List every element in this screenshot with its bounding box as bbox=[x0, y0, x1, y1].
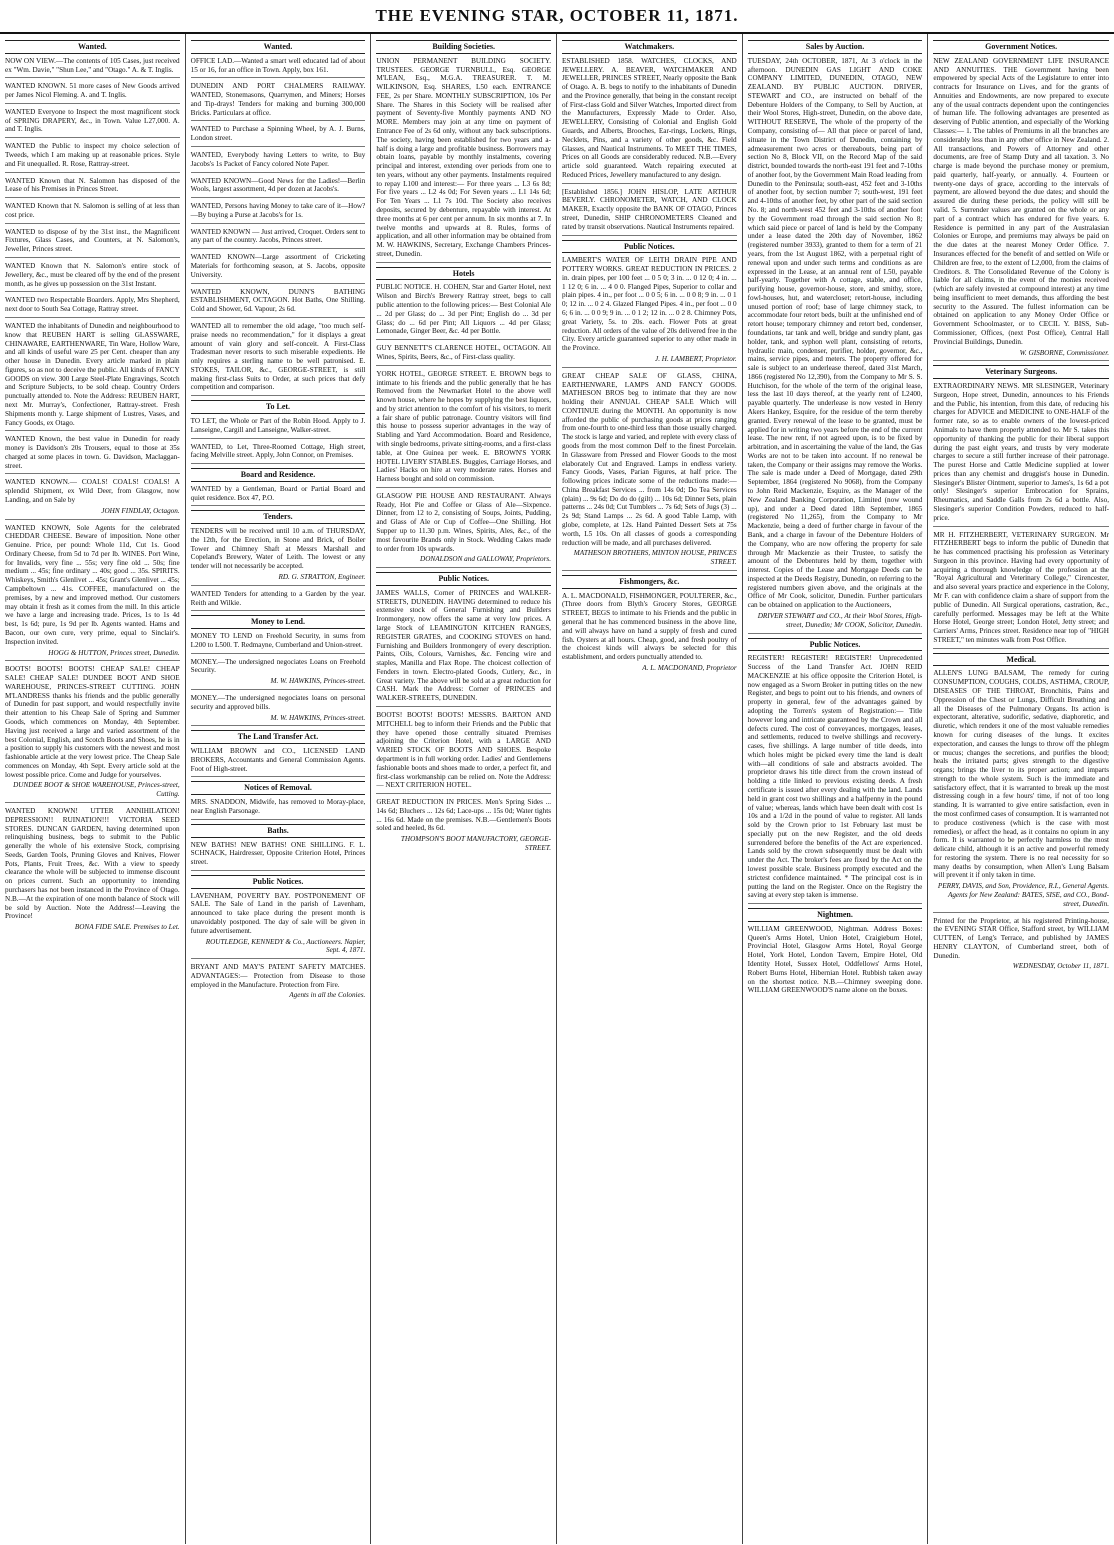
advertisement bbox=[5, 524, 180, 662]
advertisement-signature: WEDNESDAY, October 11, 1871. bbox=[1012, 962, 1109, 971]
advertisement-text: Printed for the Proprietor, at his registered Printing-house, the EVENING STAR Office, Stafford street, by WILLIAM CUTTEN, of Leng's Terrace, and published by JAMES HENRY CLAYTON, of Cumberland street, both of Dunedin. bbox=[933, 916, 1109, 960]
advertisement-text: A. L. MACDONALD, FISHMONGER, POULTERER, &c., (Three doors from Blyth's Grocery Stores, GEORGE STREET, BEGS to intimate to his Friends and the public in general that he has commenced business in the above line, and will always have on hand a supply of fresh and cured fish. Oysters at all hours. Cheap, good, and fresh poultry of the choicest kinds will always be selected for this establishment, and orders punctually attended to. bbox=[562, 591, 737, 662]
advertisement-text: PUBLIC NOTICE. H. COHEN, Star and Garter Hotel, next Wilson and Birch's Brewery Rattray street, begs to call public attention to the following prices:— Best Colonial Ale ... 2d per Glass; do ... 3d per Pint; English do ... 3d per Glass; do ... 6d per Pint; All Liquors ... 4d per Glass; Lemonade, Ginger Beer, &c. 4d per Bottle. bbox=[376, 283, 551, 336]
advertisement-text: WANTED Tenders for attending to a Garden by the year. Reith and Wilkie. bbox=[190, 589, 366, 607]
advertisement-text: WANTED the Public to inspect my choice selection of Tweeds, which I am making up at reasonable prices. Style and Fit unequalled. R. Rose, Rattray-street. bbox=[5, 142, 180, 168]
advertisement bbox=[191, 177, 366, 199]
section-heading: Public Notices. bbox=[376, 572, 551, 586]
advertisement-signature: DUNDEE BOOT & SHOE WAREHOUSE, Princes-street, Cutting. bbox=[13, 781, 180, 799]
advertisement bbox=[191, 288, 366, 318]
advertisement-text: WANTED, Everybody having Letters to write, to Buy Jacobs's 1s Packet of Fancy colored Note Paper. bbox=[190, 151, 366, 168]
advertisement-text: BOOTS! BOOTS! BOOTS! CHEAP SALE! CHEAP SALE! CHEAP SALE! DUNDEE BOOT AND SHOE WAREHOUSE, PRINCES-STREET CUTTING. JOHN M'LANDRESS thanks his friends and the public generally of Dunedin for past support, and would respectfully invite their attention to his Cheap Sale of Spring and Summer Goods, which commences on Monday, 4th September. Having just received a large and varied assortment of the best Colonial, English, and Scotch Boots and Shoes, he is in a position to supply his customers with the newest and most fashionable article at the very lowest price. The Cheap Sale commences on Monday, 4th Sept. Every article sold at the lowest possible price. Come and Judge for yourselves. bbox=[5, 665, 180, 779]
advertisement-text: LAVENHAM, POVERTY BAY. POSTPONEMENT OF SALE. The Sale of Land in the parish of Lavenham, announced to take place during the present month is unavoidably postponed. The day of sale will be given in future advertisement. bbox=[190, 891, 366, 935]
advertisement bbox=[5, 108, 180, 138]
advertisement bbox=[376, 57, 551, 263]
section-heading: Medical. bbox=[933, 653, 1109, 667]
advertisement bbox=[562, 256, 737, 367]
advertisement-text: NEW ZEALAND GOVERNMENT LIFE INSURANCE AND ANNUITIES. THE Government having been empowered by special Acts of the Legislature to enter into contracts for Insurance on Lives, and for the grants of Annuities and Endowments, are now prepared to execute any of the usual contracts dependent upon the contingencies of human life. The following advantages are presented as deserving of Public attention, and especially of the Working Classes:— 1. The tables of Premiums in all the branches are considerably less than in any other office in New Zealand. 2. All transactions, and Powers of Attorney and other documents, are free of Stamp Duty and all taxation. 3. No charge is made beyond the purchase money or premium, paid quarterly, half-yearly, or annually. 4. Fourteen or twenty-one days of grace, according to the intervals of payment, are allowed beyond the due dates; and should the assured die during these periods, the policy will still be valid. 5. Surrender values are granted on the whole or any part of a contract which has endured for five years. 6. Residence is permitted in any part of the Australasian Colonies or Europe, and premiums may always be paid on the due dates at the nearest Money Order Office. 7. Insurances effected for the benefit of and settled on Wife or Children are free, to the extent of L2,000, from the claims of Creditors. 8. The Consolidated Revenue of the Colony is liable for all claims, in the event of the monies received (which are safely invested at compound interest) at any time being insufficient to meet demands, thus affording the best security to the Assured. The fullest information can be obtained on application to any Money Order Office or Government Schoolmaster, or to CECIL Y. BISS, Sub-Commissioner, Offices, (next Post Office), Central Hall Provincial Buildings, Dunedin. bbox=[933, 56, 1109, 346]
section-heading: Fishmongers, &c. bbox=[562, 575, 737, 589]
advertisement bbox=[5, 262, 180, 292]
advertisement-text: ESTABLISHED 1858. WATCHES, CLOCKS, AND JEWELLERY. A. BEAVER, WATCHMAKER AND JEWELLER, PRINCES STREET, Nearly opposite the Bank of Otago. A. B. begs to notify to the inhabitants of Dunedin and the Province generally, that being in the constant receipt of First-class Gold and Silver Watches, Imported direct from the Manufacturers, Expressly Made to Order. Also, JEWELLERY, Consisting of Colonial and English Gold Guards, and Alberts, Brooches, Ear-rings, Lockets, Rings, Necklets, Pins, and a variety of other goods, &c. Field Glasses, and Nautical Instruments. To MEET THE TIMES, Prices on all Goods are considerably reduced. N.B.—Every article sold guaranteed. Watch repairing executed at Reduced Prices, Jewellery manufactured to any design. bbox=[562, 56, 737, 179]
advertisement bbox=[191, 151, 366, 173]
section-heading: Public Notices. bbox=[562, 240, 737, 254]
advertisement-text: WANTED Known that N. Salomon is selling of at less than cost price. bbox=[5, 202, 180, 219]
advertisement-text: TO LET, the Whole or Part of the Robin Hood. Apply to J. Lanseigne, Cargill and Lanseigne, Walker-street. bbox=[190, 416, 366, 434]
advertisement-text: WANTED Everyone to Inspect the most magnificent stock of SPRING DRAPERY, &c., in Town. Value L27,000. A. and T. Inglis. bbox=[5, 107, 180, 134]
advertisement-signature: DONALDSON and GALLOWAY, Proprietors. bbox=[420, 555, 551, 564]
section-heading: Money to Lend. bbox=[191, 615, 366, 629]
advertisement-text: WILLIAM BROWN and CO., LICENSED LAND BROKERS, Accountants and General Commission Agents. Foot of High-street. bbox=[190, 747, 366, 773]
advertisement bbox=[5, 82, 180, 104]
advertisement bbox=[191, 963, 366, 1003]
advertisement-signature: Agents in all the Colonies. bbox=[289, 991, 366, 1000]
advertisement bbox=[191, 57, 366, 79]
advertisement bbox=[5, 322, 180, 431]
advertisement-text: WANTED KNOWN — Just arrived, Croquet. Orders sent to any part of the country. Jacobs, Princes street. bbox=[190, 227, 366, 245]
advertisement-text: MONEY.—The undersigned negociates loans on personal security and approved bills. bbox=[190, 694, 366, 711]
advertisement-text: ALLEN'S LUNG BALSAM, The remedy for curing CONSUMPTION, COUGHS, COLDS, ASTHMA, CROUP, DISEASES OF THE THROAT, Bronchitis, Pains and Oppression of the Chest or Lungs, Difficult Breathing and all the Diseases of the Pulmonary Organs. Its action is expectorant, alterative, sudorific, sedative, diaphoretic, and diuretic, which renders it one of the most valuable remedies known for curing diseases of the lungs. It excites expectoration, and causes the lungs to throw off the phlegm or mucus; changes the secretions, and purifies the blood; heals the irritated parts; gives strength to the digestive organs; brings the liver to its proper action; and imparts strength to the whole system. Such is the immediate and satisfactory effect, that it is warranted to break up the most distressing cough in a few hours' time, if not of too long standing. It is warranted to give entire satisfaction, even in the most confirmed cases of consumption. It is warranted not to produce costiveness (which is the case with most remedies), or affect the head, as it contains no opium in any form. It is warranted to be perfectly harmless to the most delicate child, although it is an active and powerful remedy for restoring the system. There is no real necessity for so many deaths by consumption, when Allen's Lung Balsam will prevent it if only taken in time. bbox=[933, 669, 1109, 880]
advertisement bbox=[562, 57, 737, 184]
advertisement-text: LAMBERT'S WATER OF LEITH DRAIN PIPE AND POTTERY WORKS. GREAT REDUCTION IN PRICES. 2 in. drain pipes, per 100 feet ... 0 5 0; 3 in. ... 0 12 0; 4 in. ... 1 12 0; 6 in. ... 4 0 0. Flanged Pipes, Superior to collar and plain pipes. 4 in., per foot ... 0 0 5; 6 in. ... 0 0 8; 9 in. ... 0 1 0; 12 in. ... 0 2 4. Glazed Flanged Pipes. 4 in., per foot ... 0 0 6; 6 in. ... 0 0 9; 9 in. ... 0 1 2; 12 in. ... 0 2 8. Chimney Pots, great Variety, 5s. to 20s. each. Flower Pots at great reduction. All orders of the value of 20s delivered free in the City. Every article guaranteed superior to any other made in the Province. bbox=[562, 256, 737, 353]
advertisement-signature: BONA FIDE SALE. Premises to Let. bbox=[74, 923, 180, 932]
newspaper-masthead: THE EVENING STAR, OCTOBER 11, 1871. bbox=[0, 0, 1114, 34]
section-heading: Baths. bbox=[191, 824, 366, 838]
section-heading: Board and Residence. bbox=[191, 468, 366, 482]
advertisement-text: WANTED all to remember the old adage, "too much self-praise needs no recommendation," for it displays a great amount of vain glory and self-conceit. A First-Class Tradesman never resorts to such miserable expedients. He only requires a sterling name to be well patronised. E. STOKES, TAILOR, &c., GEORGE-STREET, is still making first-class Suits to Order, at such prices that defy competition and comparison. bbox=[190, 321, 366, 392]
section-heading: Veterinary Surgeons. bbox=[933, 365, 1109, 379]
advertisement-text: [Established 1856.] JOHN HISLOP, LATE ARTHUR BEVERLY. CHRONOMETER, WATCH, AND CLOCK MAKER, Exactly opposite the BANK OF OTAGO, Princes street, Dunedin, SHIP CHRONOMETERS Cleaned and rated by transit observations. Nautical Instruments repaired. bbox=[562, 187, 737, 231]
advertisement-signature: MATHESON BROTHERS, MINTON HOUSE, PRINCES STREET. bbox=[573, 549, 737, 567]
advertisement-text: MRS. SNADDON, Midwife, has removed to Moray-place, near English Parsonage. bbox=[190, 798, 366, 815]
advertisement-text: WANTED KNOWN.— COALS! COALS! COALS! A splendid Shipment, ex Wild Deer, from Glasgow, now Landing, and on Sale by bbox=[5, 478, 180, 504]
advertisement-text: WANTED by a Gentleman, Board or Partial Board and quiet residence. Box 47, P.O. bbox=[190, 484, 366, 502]
advertisement-signature: JOHN FINDLAY, Octagon. bbox=[101, 506, 180, 515]
advertisement-signature: W. GISBORNE, Commissioner. bbox=[1019, 348, 1109, 357]
advertisement bbox=[191, 82, 366, 121]
advertisement-text: WANTED KNOWN—Large assortment of Cricketing Materials for forthcoming season, at S. Jacobs, opposite University. bbox=[190, 253, 366, 279]
advertisement-text: NOW ON VIEW.—The contents of 105 Cases, just received ex "Wm. Davie," "Shun Lee," and "Otago." A. & T. Inglis. bbox=[5, 56, 180, 74]
advertisement-text: GREAT CHEAP SALE OF GLASS, CHINA, EARTHENWARE, LAMPS AND FANCY GOODS. MATHESON BROS beg to intimate that they are now holding their ANNUAL CHEAP SALE Which will CONTINUE during the MONTH. An opportunity is now afforded the public of purchasing goods at prices ranging from one-fourth to one-third less than those usually charged. The stock is large and varied, and replete with every class of goods from the most common Delf to the finest Porcelain. In Glassware from Pressed and Flower Goods to the most elaborately Cut and Engraved. Lamps in endless variety. Fancy Goods, Vases, Parian Figures, at half price. The following prices indicate some of the reductions made:— China Breakfast Services ... from 14s 0d; Do Tea Services (plain) ... 9s 6d; Do do do (gilt) ... 10s 6d; Dinner Sets, plain patterns ... 24s 0d; Cut Tumblers ... 7s 6d; Sets of Jugs (3) ... 2s 9d; Stand Lamps ... 2s 6d. A good Table Lamp, with globe, complete, at 12s. Hand Painted Dessert Sets at 75s worth, L5 10s. On all classes of goods a corresponding reduction will be made, and all purchases delivered. bbox=[562, 371, 737, 547]
advertisement bbox=[5, 807, 180, 935]
advertisement bbox=[376, 589, 551, 707]
advertisement bbox=[191, 590, 366, 612]
section-heading: Hotels bbox=[376, 267, 551, 281]
advertisement-text: GREAT REDUCTION IN PRICES. Men's Spring Sides ... 14s 6d; Bluchers ... 12s 6d; Lace-ups ... 15s 0d; Water tights ... 16s 6d. Made on the premises. N.B.—Gentlemen's Boots soled and heeled, 8s 6d. bbox=[376, 798, 551, 833]
advertisement-text: WILLIAM GREENWOOD, Nightman. Address Boxes: Queen's Arms Hotel, Union Hotel, Craigieburn Hotel, Provincial Hotel, Glasgow Arms Hotel, Royal George Hotel, York Hotel, London Tavern, Empire Hotel, Old Identity Hotel, Sussex Hotel, Oddfellows' Arms Hotel, Robert Burns Hotel, Hibernian Hotel. Rubbish taken away on the shortest notice. N.B.—Chimney sweeping done. WILLIAM GREENWOOD'S name alone on the boxes. bbox=[747, 924, 923, 995]
advertisement bbox=[5, 435, 180, 474]
advertisement bbox=[191, 228, 366, 250]
advertisement bbox=[191, 253, 366, 283]
advertisement bbox=[933, 382, 1109, 527]
advertisement bbox=[191, 417, 366, 439]
advertisement-text: WANTED KNOWN, Sole Agents for the celebrated CHEDDAR CHEESE. Beware of imposition. None other Genuine. Price, per pound: Whole 11d, Cut 1s. Good Ordinary Cheese, from 5d to 7d per lb. WINES. Port Wine, for Invalids, very fine ... 55s; very fine old ... 50s; fine medium ... 45s; fine ordinary ... 40s; good ... 35s. SPIRITS. Whiskeys, Smith's Glenlivet ... 45s; Grant's Glenlivet ... 45s; Campbeltown ... 41s. COFFEE, manufactured on the premises, by a new and improved method. Our customers may obtain it fresh as it comes from the mill. In this article we have a large and increasing trade. Prices, 1s to 1s 4d best, 1s 6d; pure, 1s 9d per lb. Agents wanted. Hams and Bacon, our own cure, very prime, equal to Sinclair's. Inspection invited. bbox=[5, 523, 180, 646]
page-columns bbox=[0, 34, 1114, 1544]
advertisement bbox=[748, 57, 923, 634]
advertisement bbox=[5, 296, 180, 318]
section-heading: To Let. bbox=[191, 400, 366, 414]
advertisement bbox=[376, 344, 551, 366]
advertisement-text: YORK HOTEL, GEORGE STREET. E. BROWN begs to intimate to his friends and the public generally that he has Removed from the Newmarket Hotel to the above well known house, where he hopes by supplying the best liquors, and by strict attention to the comfort of his visitors, to merit a fair share of public patronage. Country visitors will find this house to possess superior advantages in the way of Stabling and Yard Accommodation. Board and Residence, with single bedrooms, private sitting-rooms, and a first-class table, at One Guinea per week. E. BROWN'S YORK HOTEL LIVERY STABLES. Buggies, Carriage Horses, and Ladies' Hacks on hire at very moderate rates. Horses and Harness bought and sold on commission. bbox=[376, 369, 551, 484]
advertisement bbox=[5, 665, 180, 803]
advertisement bbox=[376, 711, 551, 794]
advertisement bbox=[191, 694, 366, 726]
advertisement bbox=[376, 283, 551, 340]
column-6 bbox=[928, 34, 1114, 1544]
advertisement-text: WANTED KNOWN. 51 more cases of New Goods arrived per James Nicol Fleming. A. and T. Inglis. bbox=[5, 82, 180, 100]
advertisement-text: TUESDAY, 24th OCTOBER, 1871, At 3 o'clock in the afternoon. DUNEDIN GAS LIGHT AND COKE COMPANY LIMITED, DUNEDIN, OTAGO, NEW ZEALAND. BY PUBLIC AUCTION. DRIVER, STEWART and CO., are instructed on behalf of the Debenture Holders of the Company, to Sell by Auction, at their Wool Stores, High-street, Dunedin, on the above date, WITHOUT RESERVE, The whole of the property of the Company, consisting of— All that piece or parcel of land, situate in the Town District of Dunedin, containing by admeasurement two acres or thereabouts, being part of section No 8, Block VII, on the Record Map of the said district, bounded towards the north-east 191 feet and 7-10ths of another foot, by the Government Main Road leading from Dunedin to the Peninsula; south-east, 452 feet and 3-10ths of another foot, by section number 7; south-west, 191 feet and 4-10ths of another feet, by other part of the said section No. 8; and north-west 452 feet and 3-10ths of another foot by the Government road through the said section No 8; which said piece or parcel of land is held by the Company under a lease dated the 20th day of November, 1862 (registered number 3933), granted to them for a term of 21 years, from the 1st August 1862, with a perpetual right of renewal upon and under such terms and conditions as are expressed in the Lease, at an annual rent of L50, payable half-yearly. Together with A cottage, stable, and office, purifying house, governor-house, store, and smithy, store, fowl-houses, hut, and watercloset; retort-house, including unused portion of roof; base of large chimney stack, to accommodate four retort beds, built at the unfinished end of retort house; temporary chimney and retort bed, condenser, foundations, tar tank and well, bridge and sundry plant, gas holder, tank, and syphon well plant, consisting of retorts, hydraulic main, condenser, purifier, holder, governor, &c., mains, service pipes, and meters. The property offered for sale is subject to an underlease thereof, dated 31st March, 1866 (registered No 12,390), from the Company to Mr S. S. Hutchison, for the whole of the term of the original lease, less the last 10 days thereof, at the yearly rent of L2400, payable quarterly. The underlease is now vested in Henry Akers Hankey, Esquire, for the residue of the term thereby granted. Every renewal of the lease to be granted, must be applied for in writing two years before the end of the current lease. The new rent, if not agreed upon, is to be fixed by arbitration, and in ascertaining the value of the land, the Gas Works are not to be taken into account. If no renewal be taken, the Company or their assigns may remove the Works. The sale is made under a Deed of Mortgage, dated 29th September, 1864 (registered No 9068), from the Company to John Reid Mackenzie, Esquire, as the Manager of the New Zealand Banking Corporation, Limited (now wound up), and under a Deed dated 18th September, 1865 (registered No 11,265), from the Company to Mr Mackenzie, being a deed of further charge in favour of the Bank, and a charge in favour of the Debenture Holders of the Company, who are now offering the property for sale through Mr Mackenzie as their Trustee, to satisfy the amount of the Debentures held by them, together with interest. Copies of the Lease and Mortgage Deeds can be inspected at the Deeds Registry, Dunedin, on referring to the registered numbers given above, and the originals at the Office of Mr Cook, solicitor, Dunedin. Further particulars can be obtained on application to the Auctioneers, bbox=[747, 56, 923, 610]
section-heading: Tenders. bbox=[191, 510, 366, 524]
advertisement bbox=[376, 798, 551, 856]
column-5 bbox=[743, 34, 929, 1544]
advertisement bbox=[933, 669, 1109, 912]
advertisement bbox=[748, 654, 923, 904]
advertisement-text: WANTED Known, the best value in Dunedin for ready money is Davidson's 20s Trousers, equal to those at 35s charged at some places in town. G. Davidson, Maclaggan-street. bbox=[5, 435, 180, 470]
advertisement-text: GLASGOW PIE HOUSE AND RESTAURANT. Always Ready, Hot Pie and Coffee or Glass of Ale—Sixpence. Dinner, from 12 to 2, consisting of Soups, Joints, Pudding, and Glass of Ale or Cup of Coffee—One Shilling. Hot Supper up to 11.30 p.m. Wines, Spirits, Ales, &c., of the most favourite Brands only in Stock. Wedding Cakes made to order from 10s upwards. bbox=[376, 491, 551, 553]
advertisement-text: MONEY TO LEND on Freehold Security, in sums from L200 to L500. T. Redmayne, Cumberland and Union-street. bbox=[190, 632, 366, 649]
advertisement-signature: THOMPSON'S BOOT MANUFACTORY, GEORGE-STREET. bbox=[400, 835, 551, 852]
advertisement bbox=[933, 57, 1109, 362]
advertisement-text: WANTED KNOWN—Good News for the Ladies!—Berlin Wools, largest assortment, 4d per dozen at Jacobs's. bbox=[190, 176, 366, 194]
advertisement bbox=[191, 841, 366, 871]
advertisement-text: WANTED to Purchase a Spinning Wheel, by A. J. Burns, London street. bbox=[190, 125, 366, 143]
advertisement-text: JAMES WALLS, Corner of PRINCES and WALKER-STREETS, DUNEDIN. HAVING determined to reduce his extensive stock of General Furnishing and Builders Ironmongery, now offers the same at very low prices. A large Stock of LEAMINGTON KITCHEN RANGES, REGISTER GRATES, and COOKING STOVES on hand. Furnishing and Builders Ironmongery of every description. Paints, Oils, Colours, Varnishes, &c. Fencing wire and staples, Manilla and Flax Rope. The choicest collection of Fenders in town. Electro-plated Goods, Cutlery, &c., in Great variety. The above will be sold at a great reduction for CASH. Mark the Address: Corner of PRINCES and WALKER-STREETS, DUNEDIN. bbox=[376, 588, 551, 703]
advertisement-text: WANTED Known that N. Salomon has disposed of the Lease of his Premises in Princes Street. bbox=[5, 176, 180, 194]
advertisement-text: NEW BATHS! NEW BATHS! ONE SHILLING. F. L. SCHNACK, Hairdresser, Opposite Criterion Hotel, Princes street. bbox=[190, 840, 366, 867]
advertisement-text: WANTED Known that N. Salomon's entire stock of Jewellery, &c., must be cleared off by the end of the present month, as he gives up possession on the 31st Instant. bbox=[5, 262, 180, 288]
column-1 bbox=[0, 34, 186, 1544]
advertisement bbox=[191, 485, 366, 507]
advertisement-signature: J. H. LAMBERT, Proprietor. bbox=[655, 354, 737, 363]
section-heading: Public Notices. bbox=[191, 875, 366, 889]
advertisement-text: WANTED KNOWN! UTTER ANNIHILATION! DEPRESSION!! RUINATION!!! VICTORIA SEED STORES. DUNCAN GARDEN, having determined upon relinquishing business, begs to submit to the Public generally the whole of his extensive Stock, comprising Seeds, Garden Tools, Pruning Gloves and Knives, Flower Pots, Plants, Fruit Trees, &c. With a view to speedy clearance the whole will be subjected to immense discount on prices current. Such an opportunity to intending purchasers has not been instanced in the Province of Otago. N.B.—At the expiration of one month balance of Stock will be sold by Auction. Note the Address!—Leaving the Province! bbox=[5, 807, 180, 921]
advertisement-signature: HOGG & HUTTON, Princes street, Dunedin. bbox=[48, 648, 180, 657]
advertisement-text: BOOTS! BOOTS! BOOTS! MESSRS. BARTON AND MITCHELL beg to inform their Friends and the Public that they have opened those centrally situated Premises adjoining the Criterion Hotel, with a LARGE AND VARIED STOCK OF BOOTS AND SHOES. Bespoke department is in full working order. Ladies' and Gentlemens fashionable boots and shoes made to order, a perfect fit, and first-class workmanship can be relied on. Note the Address:— NEXT CRITERION HOTEL. bbox=[376, 711, 551, 790]
advertisement bbox=[748, 925, 923, 998]
section-heading: Nightmen. bbox=[748, 908, 923, 922]
column-3 bbox=[371, 34, 557, 1544]
advertisement bbox=[5, 57, 180, 79]
advertisement bbox=[5, 177, 180, 199]
advertisement bbox=[191, 443, 366, 465]
advertisement-text: WANTED to dispose of by the 31st inst., the Magnificent Fixtures, Glass Cases, and Counters, at N. Salomon's, Jeweller, Princes street. bbox=[5, 227, 180, 254]
section-heading: Wanted. bbox=[191, 40, 366, 54]
advertisement bbox=[191, 202, 366, 224]
advertisement bbox=[376, 370, 551, 488]
advertisement-signature: PERRY, DAVIS, and Son, Providence, R.I., General Agents. Agents for New Zealand: BATES, SISE, and CO., Bond-street, Dunedin. bbox=[937, 882, 1109, 908]
advertisement-signature: M. W. HAWKINS, Princes-street. bbox=[270, 713, 366, 722]
advertisement-text: WANTED two Respectable Boarders. Apply, Mrs Shepherd, next door to South Sea Cottage, Rattray street. bbox=[5, 296, 180, 314]
column-4 bbox=[557, 34, 743, 1544]
advertisement bbox=[562, 592, 737, 676]
section-heading: Building Societies. bbox=[376, 40, 551, 54]
advertisement-text: WANTED, to Let, Three-Roomed Cottage, High street, facing Melville street. Apply, John Connor, on Premises. bbox=[190, 442, 366, 460]
advertisement bbox=[191, 892, 366, 959]
advertisement bbox=[191, 125, 366, 147]
advertisement-text: WANTED KNOWN, DUNN'S BATHING ESTABLISHMENT, OCTAGON. Hot Baths, One Shilling. Cold and Shower, 6d. Vapour, 2s 6d. bbox=[190, 287, 366, 314]
section-heading: Government Notices. bbox=[933, 40, 1109, 54]
advertisement bbox=[562, 372, 737, 571]
advertisement-text: MONEY.—The undersigned negociates Loans on Freehold Security. bbox=[190, 657, 366, 675]
advertisement-text: REGISTER! REGISTER! REGISTER! Unprecedented Success of the Land Transfer Act. JOHN REID MACKENZIE at his office opposite the Criterion Hotel, is now engaged as a Sworn Broker in putting titles on the new Register, and begs to point out to his friends, and owners of property in general, few of the advantages gained by adopting the Torren's system of Registration:— Title however long and intricate guaranteed by the Crown and all defects cured. The cost of conveyances, mortgages, leases, and settlements, reduced to twelve shillings and recovery-cases, five shillings. A large number of title deeds, into which holes might be picked every time the land is dealt with—all conditions of sale and abstracts avoided. The proprietor draws his title direct from the crown instead of holding a title linked to previous existing deeds. A fresh certificate is issued after every dealing with the land. Lands held in grant cost two shillings and a halfpenny in the pound of value; whereas, lands which have been dealt with cost 1s 10s and a 1/2d in the pound of value to register. All lands sold by the Crown prior to 1st February last must be specially put on the new Register, and the old deeds surrendered before the benefits of the Act are experienced. Lands sold by the crown subsequently must be dealt with under the Act. The broker's fees are fixed by the Act on the lowest possible scale. Business promptly executed and the strictest confidence maintained. * The principal cost is in putting the land on the Register. Once on the Registry the saving at every step taken is immense. bbox=[747, 654, 923, 900]
advertisement-signature: RD. G. STRATTON, Engineer. bbox=[278, 573, 366, 582]
section-heading: Watchmakers. bbox=[562, 40, 737, 54]
advertisement-text: MR H. FITZHERBERT, VETERINARY SURGEON. Mr FITZHERBERT begs to inform the public of Dunedin that he has commenced practising his profession as Veterinary Surgeon in this province. Having had every opportunity of acquiring a thorough knowledge of the profession at the "Royal Agricultural and Veterinary College," Cirencester, and also several years practice and experience in the Colony, Mr F. can with confidence claim a share of support from the public of Dunedin. All Surgical operations, castration, &c., carefully performed. Messages may be left at the White Horse Hotel, George street; London Hotel, Jetty street; and Carriers' Arms, Princes street. Residence near top of "HIGH STREET," ten minutes walk from Post Office. bbox=[933, 530, 1109, 644]
advertisement bbox=[191, 747, 366, 777]
section-heading: Sales by Auction. bbox=[748, 40, 923, 54]
advertisement bbox=[376, 492, 551, 568]
advertisement-signature: A. L. MACDONAND, Proprietor bbox=[642, 663, 737, 672]
advertisement-text: OFFICE LAD.—Wanted a smart well educated lad of about 15 or 16, for an office in Town. Apply, box 161. bbox=[190, 56, 366, 74]
advertisement-text: BRYANT AND MAY'S PATENT SAFETY MATCHES. ADVANTAGES:— Protection from Disease to those employed in the Manufacture. Protection from Fire. bbox=[190, 963, 366, 989]
advertisement bbox=[5, 228, 180, 258]
advertisement-text: UNION PERMANENT BUILDING SOCIETY. TRUSTEES. GEORGE TURNBULL, Esq. GEORGE M'LEAN, Esq., M.G.A. TREASURER. T. M. WILKINSON, Esq. SHARES, L50 each. ENTRANCE FEE, 2s per Share. MONTHLY SUBSCRIPTION, 10s Per Share. The Shares in this Society will be realised after payment of Seventy-five Monthly payments AND NO MORE. Members may join at any time on payment of Entrance Fee of 2s 6d only, without any back subscriptions. The society, having been established for two years and a-half is doing a large and profitable business. Borrowers may obtain loans, payable by monthly instalments, covering principal and interest, extending over periods from one to ten years, without any other payments. Instalments required to repay L100 and interest:— For three years ... L3 6s 8d; For five years ... L2 4s 0d; For Seven years ... L1 14s 6d; For Ten Years ... L1 7s 10d. The Society also receives deposits, secured by debenture, repayable with interest. At three months at 6 per cent per annum. In six months at 7. In twelve months and upwards at 8. Rules, forms of application, and all other information may be obtained from M. W. HAWKINS, Secretary, Exchange Chambers Princes-street, Dunedin. bbox=[376, 56, 551, 258]
advertisement bbox=[191, 658, 366, 690]
advertisement-text: GUY BENNETT'S CLARENCE HOTEL, OCTAGON. All Wines, Spirits, Beers, &c., of First-class quality. bbox=[376, 344, 551, 361]
advertisement-signature: DRIVER STEWART and CO., At their Wool Stores, High-street, Dunedin; Mr COOK, Solicitor, Dunedin. bbox=[757, 611, 923, 629]
column-2 bbox=[186, 34, 372, 1544]
section-heading: Public Notices. bbox=[748, 638, 923, 652]
advertisement bbox=[933, 917, 1109, 975]
advertisement bbox=[191, 322, 366, 396]
advertisement bbox=[5, 142, 180, 172]
section-heading: Wanted. bbox=[5, 40, 180, 54]
advertisement bbox=[191, 632, 366, 654]
advertisement bbox=[191, 527, 366, 586]
section-heading: Notices of Removal. bbox=[191, 781, 366, 795]
advertisement bbox=[5, 202, 180, 224]
advertisement bbox=[933, 531, 1109, 649]
advertisement bbox=[5, 478, 180, 519]
advertisement bbox=[562, 188, 737, 236]
advertisement bbox=[191, 798, 366, 820]
section-heading: The Land Transfer Act. bbox=[191, 730, 366, 744]
advertisement-text: WANTED the inhabitants of Dunedin and neighbourhood to know that REUBEN HART is selling GLASSWARE, CHINAWARE, EARTHENWARE, Tin Ware, Hollow Ware, and all kinds of useful ware 25 per Cent. cheaper than any other house in Dunedin. Every article marked in plain figures, so as not to deceive the public. All kinds of FANCY GOODS on view. 300 Large Steel-Plate Engravings, Scotch and Scripture Subjects, to be sold cheap. Country Orders punctually attended to. Note the Address: REUBEN HART, next Mr. Murray's, Confectioner, Rattray-street. Fresh Shipments month y. Large shipment of Lustres, Vases, and Fancy Goods, ex Otago. bbox=[5, 321, 180, 427]
advertisement-text: EXTRAORDINARY NEWS. MR SLESINGER, Veterinary Surgeon, Hope street, Dunedin, announces to his Friends and the Public, his intention, from this date, of reducing his charges for ADVICE and MEDICINE to ONE-HALF of the former rate, so as to enable owners of the lowest-priced Animals to have them properly attended to. Mr S. takes this opportunity of thanking the public for their liberal support during the past eight years, and trusts by very moderate charges to secure a still further increase of their patronage. The purest Horse and Cattle Medicine supplied at lower prices than any chemist and druggist's house in Dunedin. Slesinger's Blister Ointment, superior to James's, 1s 6d a pot only! Slesinger's superior Embrocation for Sprains, Rheumatics, and Saddle Galls from 2s 6d a bottle. Also, Slesinger's superior Condition Powders, reduced to half-price. bbox=[933, 382, 1109, 522]
advertisement-text: DUNEDIN AND PORT CHALMERS RAILWAY. WANTED, Stonemasons, Quarrymen, and Miners; Horses and Tip-drays! Tenders for making and burning 300,000 Bricks. Particulars at office. bbox=[190, 82, 366, 117]
advertisement-signature: ROUTLEDGE, KENNEDY & Co., Auctioneers. Napier, Sept. 4, 1871. bbox=[205, 937, 366, 955]
advertisement-signature: M. W. HAWKINS, Princes-street. bbox=[270, 677, 366, 686]
advertisement-text: WANTED, Persons having Money to take care of it—How?—By buying a Purse at Jacobs's for 1s. bbox=[190, 202, 366, 219]
advertisement-text: TENDERS will be received until 10 a.m. of THURSDAY, the 12th, for the Erection, in Stone and Brick, of Boiler Tower and Chimney Shaft at Messrs Marshall and Copeland's Brewery, Water of Leith. The lowest or any tender will not necessarily be accepted. bbox=[190, 527, 366, 571]
